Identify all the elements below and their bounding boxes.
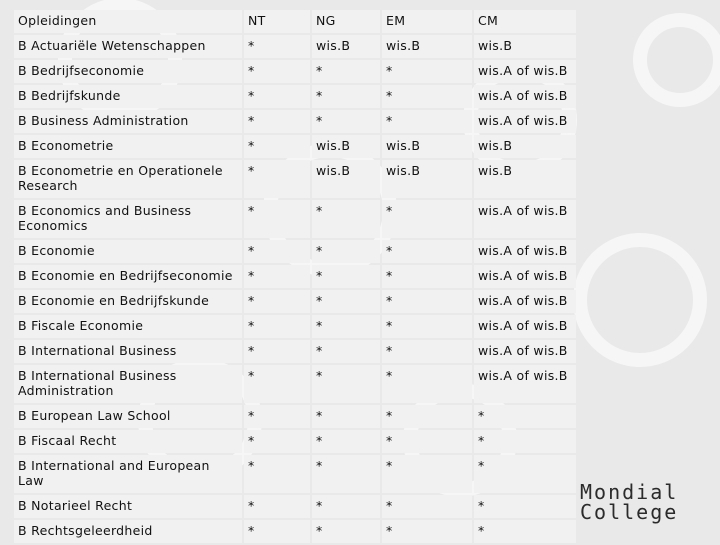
requirement-cell: * xyxy=(244,495,310,518)
requirement-cell: * xyxy=(382,85,472,108)
requirement-cell: wis.A of wis.B xyxy=(474,265,576,288)
logo-line-1: Mondial xyxy=(580,480,679,504)
program-name-cell: B International Business Administration xyxy=(14,365,242,403)
requirement-cell: * xyxy=(244,430,310,453)
requirement-cell: * xyxy=(244,135,310,158)
table-row xyxy=(14,240,576,263)
requirement-cell: wis.B xyxy=(312,135,380,158)
requirement-cell: * xyxy=(312,85,380,108)
requirement-cell: * xyxy=(312,495,380,518)
requirement-cell: * xyxy=(382,265,472,288)
requirement-cell: * xyxy=(244,520,310,543)
table-row xyxy=(14,340,576,363)
program-name-cell: B Bedrijfseconomie xyxy=(14,60,242,83)
requirement-cell: * xyxy=(382,240,472,263)
requirement-cell: * xyxy=(244,315,310,338)
requirement-cell: wis.A of wis.B xyxy=(474,85,576,108)
logo-line-2: College xyxy=(580,500,679,524)
program-name-cell: B Economics and Business Economics xyxy=(14,200,242,238)
program-name-cell: B International and European Law xyxy=(14,455,242,493)
requirement-cell: * xyxy=(244,265,310,288)
requirement-cell: * xyxy=(244,200,310,238)
program-name-cell: B Fiscaal Recht xyxy=(14,430,242,453)
requirement-cell: * xyxy=(382,520,472,543)
requirement-cell: * xyxy=(382,60,472,83)
table-row xyxy=(14,290,576,313)
requirements-table xyxy=(12,8,578,545)
requirement-cell: wis.B xyxy=(312,160,380,198)
requirement-cell: * xyxy=(382,315,472,338)
program-name-cell: B Economie xyxy=(14,240,242,263)
requirement-cell: wis.B xyxy=(382,35,472,58)
requirement-cell: * xyxy=(312,340,380,363)
program-name-cell: B International Business xyxy=(14,340,242,363)
requirement-cell: * xyxy=(312,290,380,313)
requirement-cell: * xyxy=(312,315,380,338)
table-row xyxy=(14,200,576,238)
table-row xyxy=(14,495,576,518)
requirement-cell: * xyxy=(312,405,380,428)
requirement-cell: EM xyxy=(382,10,472,33)
requirement-cell: * xyxy=(312,520,380,543)
program-name-cell: B Economie en Bedrijfskunde xyxy=(14,290,242,313)
mondial-college-logo xyxy=(580,482,678,522)
requirement-cell: * xyxy=(382,340,472,363)
requirement-cell: * xyxy=(244,160,310,198)
requirement-cell: * xyxy=(382,405,472,428)
program-name-cell: B Fiscale Economie xyxy=(14,315,242,338)
requirement-cell: CM xyxy=(474,10,576,33)
table-row xyxy=(14,455,576,493)
requirement-cell: wis.A of wis.B xyxy=(474,315,576,338)
program-name-cell: B Business Administration xyxy=(14,110,242,133)
header-row xyxy=(14,10,576,33)
requirement-cell: * xyxy=(312,455,380,493)
requirement-cell: wis.A of wis.B xyxy=(474,240,576,263)
requirement-cell: NG xyxy=(312,10,380,33)
requirement-cell: * xyxy=(312,265,380,288)
requirement-cell: * xyxy=(382,430,472,453)
program-name-cell: B Rechtsgeleerdheid xyxy=(14,520,242,543)
requirement-cell: * xyxy=(382,365,472,403)
requirement-cell: wis.B xyxy=(312,35,380,58)
requirement-cell: wis.A of wis.B xyxy=(474,290,576,313)
program-name-cell: B European Law School xyxy=(14,405,242,428)
requirement-cell: * xyxy=(312,60,380,83)
program-name-cell: B Econometrie en Operationele Research xyxy=(14,160,242,198)
table-row xyxy=(14,60,576,83)
requirement-cell: * xyxy=(312,430,380,453)
requirement-cell: * xyxy=(382,200,472,238)
requirement-cell: * xyxy=(382,290,472,313)
requirement-cell: wis.B xyxy=(382,160,472,198)
requirement-cell: wis.B xyxy=(382,135,472,158)
program-name-cell: B Economie en Bedrijfseconomie xyxy=(14,265,242,288)
requirement-cell: * xyxy=(244,365,310,403)
requirement-cell: * xyxy=(312,110,380,133)
requirement-cell: wis.A of wis.B xyxy=(474,365,576,403)
requirement-cell: * xyxy=(244,455,310,493)
requirements-table-container xyxy=(12,8,570,545)
requirement-cell: wis.B xyxy=(474,35,576,58)
requirement-cell: wis.B xyxy=(474,135,576,158)
table-row xyxy=(14,365,576,403)
table-row xyxy=(14,315,576,338)
program-name-cell: B Bedrijfskunde xyxy=(14,85,242,108)
table-row xyxy=(14,265,576,288)
requirement-cell: * xyxy=(382,495,472,518)
requirement-cell: * xyxy=(474,455,576,493)
requirement-cell: * xyxy=(244,405,310,428)
requirement-cell: * xyxy=(474,495,576,518)
requirement-cell: * xyxy=(312,200,380,238)
requirement-cell: * xyxy=(244,340,310,363)
table-row xyxy=(14,405,576,428)
table-row xyxy=(14,135,576,158)
requirement-cell: * xyxy=(312,240,380,263)
requirement-cell: wis.A of wis.B xyxy=(474,110,576,133)
program-name-cell: B Actuariële Wetenschappen xyxy=(14,35,242,58)
table-row xyxy=(14,85,576,108)
requirement-cell: * xyxy=(474,430,576,453)
requirement-cell: * xyxy=(244,240,310,263)
requirement-cell: wis.A of wis.B xyxy=(474,340,576,363)
requirement-cell: * xyxy=(244,35,310,58)
requirement-cell: * xyxy=(382,110,472,133)
requirement-cell: * xyxy=(474,405,576,428)
requirement-cell: * xyxy=(244,60,310,83)
requirement-cell: wis.A of wis.B xyxy=(474,200,576,238)
requirement-cell: * xyxy=(244,290,310,313)
program-name-cell: Opleidingen xyxy=(14,10,242,33)
requirement-cell: * xyxy=(312,365,380,403)
requirement-cell: * xyxy=(382,455,472,493)
table-row xyxy=(14,430,576,453)
program-name-cell: B Econometrie xyxy=(14,135,242,158)
table-row xyxy=(14,35,576,58)
table-row xyxy=(14,160,576,198)
requirement-cell: * xyxy=(474,520,576,543)
requirement-cell: * xyxy=(244,110,310,133)
requirement-cell: wis.A of wis.B xyxy=(474,60,576,83)
requirement-cell: * xyxy=(244,85,310,108)
program-name-cell: B Notarieel Recht xyxy=(14,495,242,518)
requirement-cell: NT xyxy=(244,10,310,33)
requirement-cell: wis.B xyxy=(474,160,576,198)
table-row xyxy=(14,110,576,133)
